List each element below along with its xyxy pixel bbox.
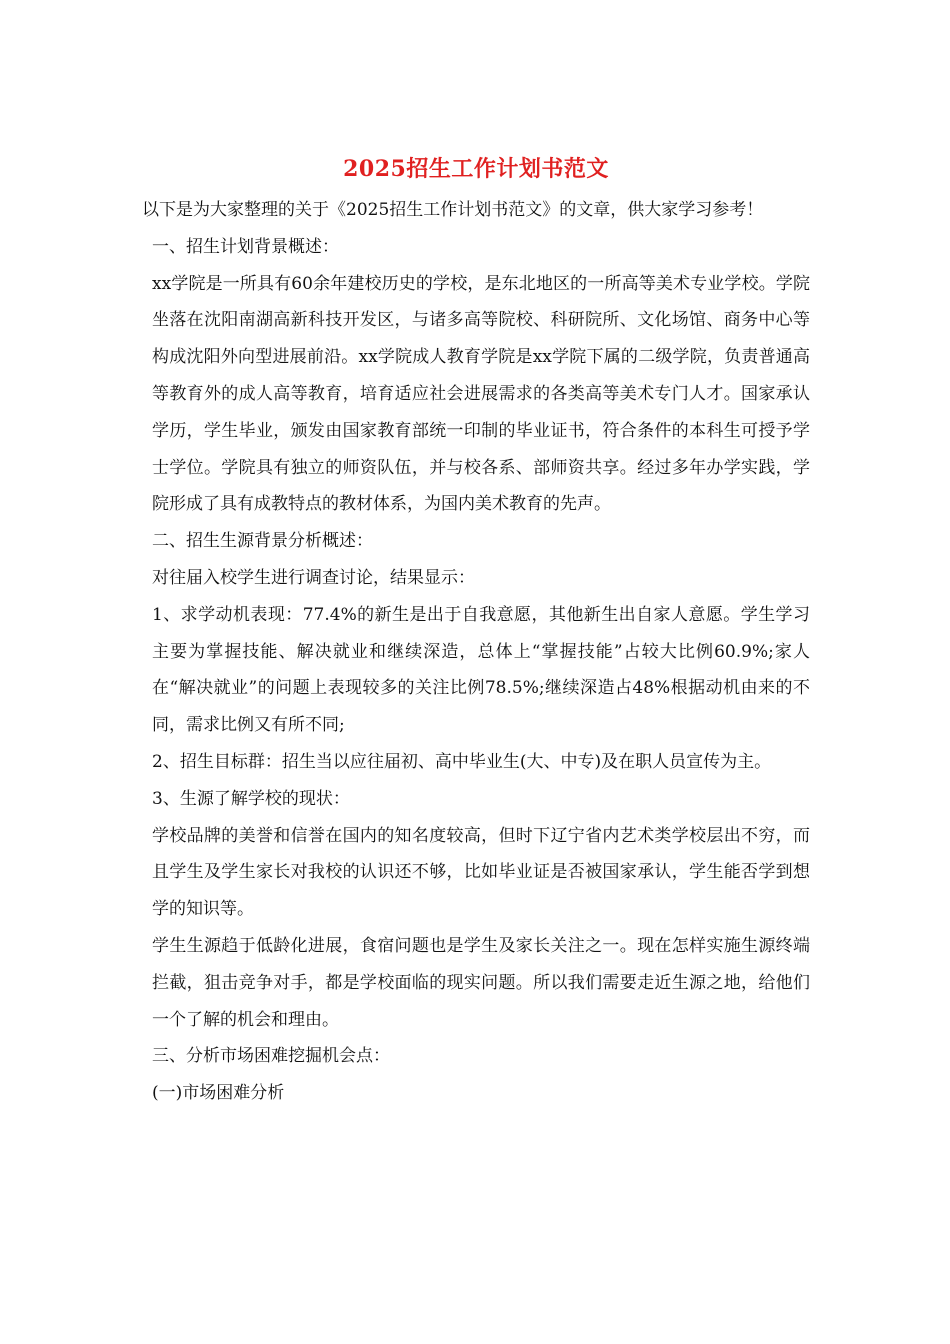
intro-paragraph: 以下是为大家整理的关于《2025招生工作计划书范文》的文章，供大家学习参考！ <box>142 200 764 220</box>
body-paragraph: xx学院是一所具有60余年建校历史的学校，是东北地区的一所高等美术专业学校。学院坐落在沈阳南湖高新科技开发区，与诸多高等院校、科研院所、文化场馆、商务中心等构成沈阳外向型进展前沿。xx学院成人教育学院是xx学院下属的二级学院，负责普通高等教育外的成人高等教育，培育适应社会进展需求的各类高等美术专门人才。国家承认学历，学生毕业，颁发由国家教育部统一印制的毕业证书，符合条件的本科生可授予学士学位。学院具有独立的师资队伍，并与校各系、部师资共享。经过多年办学实践，学院形成了具有成教特点的教材体系，为国内美术教育的先声。 <box>152 273 810 515</box>
document-title: 2025招生工作计划书范文 <box>343 156 609 182</box>
body-paragraph: 学生生源趋于低龄化进展，食宿问题也是学生及家长关注之一。现在怎样实施生源终端拦截，狙击竞争对手，都是学校面临的现实问题。所以我们需要走近生源之地，给他们一个了解的机会和理由。 <box>152 935 810 1030</box>
body-paragraph: 学校品牌的美誉和信誉在国内的知名度较高，但时下辽宁省内艺术类学校层出不穷，而且学生及学生家长对我校的认识还不够，比如毕业证是否被国家承认，学生能否学到想学的知识等。 <box>152 825 810 920</box>
body-paragraph: 1、求学动机表现：77.4%的新生是出于自我意愿，其他新生出自家人意愿。学生学习主要为掌握技能、解决就业和继续深造，总体上“掌握技能”占较大比例60.9%;家人在“解决就业”的问题上表现较多的关注比例78.5%;继续深造占48%根据动机由来的不同，需求比例又有所不同; <box>152 604 810 736</box>
section-heading-2: 二、招生生源背景分析概述： <box>152 531 373 552</box>
body-paragraph: 2、招生目标群：招生当以应往届初、高中毕业生(大、中专)及在职人员宣传为主。 <box>152 751 772 772</box>
body-paragraph: 对往届入校学生进行调查讨论，结果显示： <box>152 567 475 588</box>
section-heading-3: 三、分析市场困难挖掘机会点： <box>152 1046 390 1067</box>
section-heading-1: 一、招生计划背景概述： <box>152 236 339 257</box>
subsection-heading: 3、生源了解学校的现状： <box>152 788 350 809</box>
document-page <box>142 150 810 1112</box>
subsection-heading: (一)市场困难分析 <box>152 1083 285 1104</box>
